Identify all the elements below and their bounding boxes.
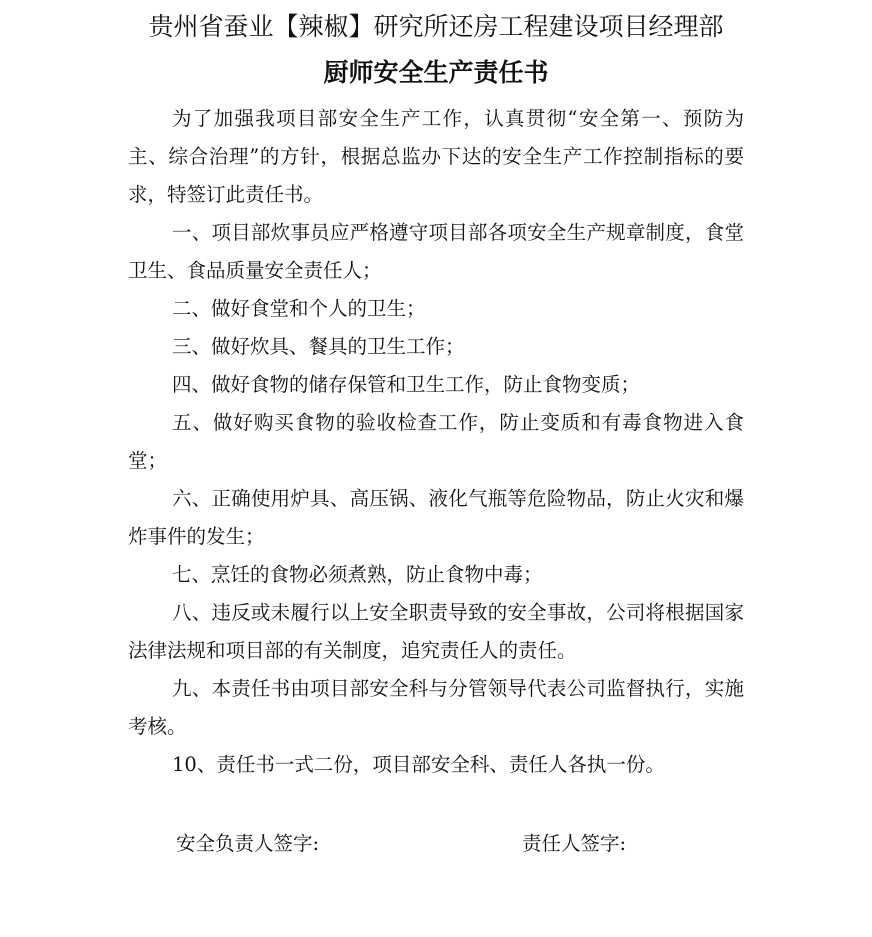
responsible-person-signature-label: 责任人签字:	[522, 832, 627, 855]
clause-4: 四、做好食物的储存保管和卫生工作，防止食物变质；	[172, 373, 641, 396]
clause-9: 九、本责任书由项目部安全科与分管领导代表公司监督执行，实施考核。	[128, 677, 744, 738]
safety-lead-signature-label: 安全负责人签字:	[176, 832, 320, 855]
organization-title: 贵州省蚕业【辣椒】研究所还房工程建设项目经理部	[148, 12, 724, 41]
document-body	[128, 100, 744, 784]
clause-2: 二、做好食堂和个人的卫生；	[172, 297, 426, 320]
clause-7: 七、烹饪的食物必须煮熟，防止食物中毒；	[172, 563, 543, 586]
clause-6: 六、正确使用炉具、高压锅、液化气瓶等危险物品，防止火灾和爆炸事件的发生；	[128, 487, 744, 548]
clause-10: 10、责任书一式二份，项目部安全科、责任人各执一份。	[172, 753, 665, 776]
clause-1: 一、项目部炊事员应严格遵守项目部各项安全生产规章制度，食堂卫生、食品质量安全责任人；	[128, 221, 744, 282]
signature-section	[0, 827, 872, 861]
intro-paragraph: 为了加强我项目部安全生产工作，认真贯彻“安全第一、预防为主、综合治理”的方针，根据总监办下达的安全生产工作控制指标的要求，特签订此责任书。	[128, 107, 744, 206]
clause-3: 三、做好炊具、餐具的卫生工作；	[172, 335, 465, 358]
document-title: 厨师安全生产责任书	[323, 58, 549, 87]
clause-5: 五、做好购买食物的验收检查工作，防止变质和有毒食物进入食堂；	[128, 411, 744, 472]
clause-8: 八、违反或未履行以上安全职责导致的安全事故，公司将根据国家法律法规和项目部的有关制度，追究责任人的责任。	[128, 601, 744, 662]
